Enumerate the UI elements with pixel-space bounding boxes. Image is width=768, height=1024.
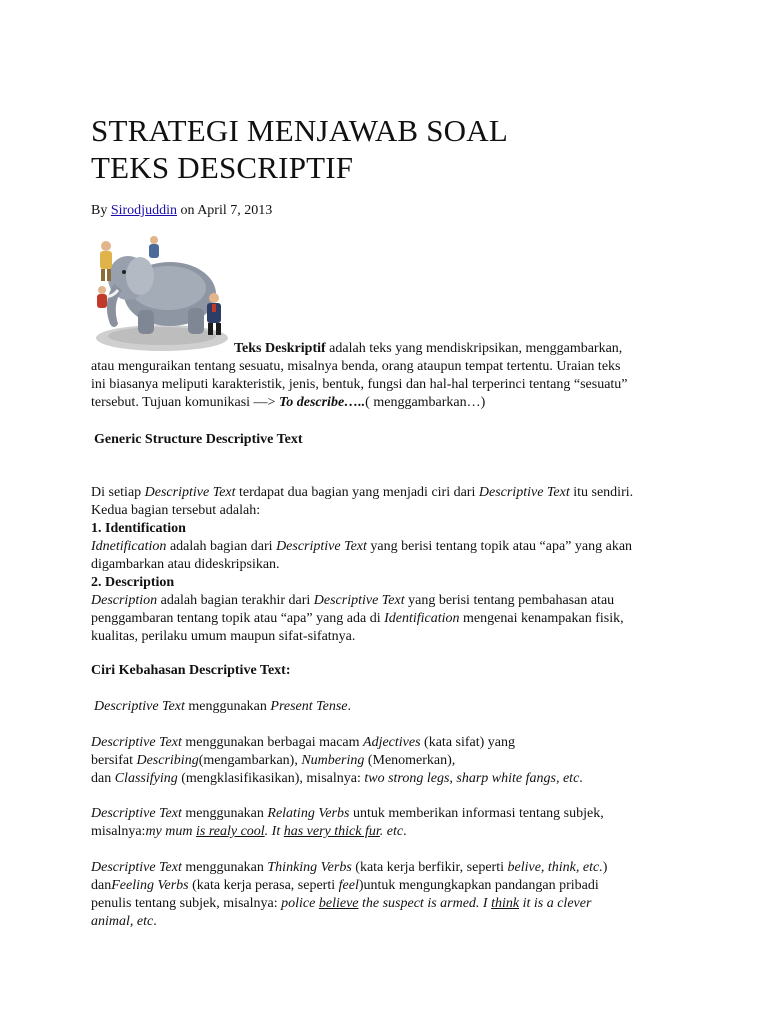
structure-text: penggambaran tentang topik atau “apa” yang ada di [91,611,385,626]
intro-paragraph [91,358,681,412]
intro-term: Teks Deskriptif [234,341,326,356]
structure-text: adalah bagian terakhir dari [157,593,314,608]
ciri-italic: Describing [136,753,199,768]
ciri-text: bersifat [91,753,137,768]
ciri-italic: Descriptive Text [91,806,182,821]
ciri-item-3 [91,805,681,841]
identification-heading: 1. Identification [91,521,186,536]
generic-structure-heading: Generic Structure Descriptive Text [94,432,303,447]
ciri-italic: Adjectives [363,735,421,750]
page-title [91,112,508,186]
ciri-heading: Ciri Kebahasan Descriptive Text: [91,663,291,678]
structure-italic: Identification [384,611,460,626]
structure-italic: Idnetification [91,539,167,554]
ciri-item-4 [91,859,681,931]
ciri-italic: Descriptive Text [91,735,182,750]
structure-text: mengenai kenampakan fisik, [459,611,624,626]
ciri-text: penulis tentang subjek, misalnya: [91,896,282,911]
ciri-italic: . etc [379,824,404,839]
ciri-italic: two strong legs, sharp white fangs, etc [364,771,580,786]
ciri-underline: believe [318,896,359,911]
ciri-text: (kata sifat) yang [420,735,516,750]
structure-text: adalah bagian dari [166,539,277,554]
ciri-text: (mengklasifikasikan), misalnya: [177,771,365,786]
ciri-text: (Menomerkan), [364,753,456,768]
ciri-text: menggunakan [184,699,271,714]
ciri-italic: Descriptive Text [94,699,185,714]
structure-text: terdapat dua bagian yang menjadi ciri dari [235,485,479,500]
ciri-text: menggunakan [181,806,268,821]
ciri-italic: belive, think, etc. [507,860,603,875]
ciri-text: menggunakan [181,860,268,875]
ciri-italic: Feeling Verbs [111,878,189,893]
title-line-2: TEKS DESCRIPTIF [91,150,354,185]
structure-italic: Descriptive Text [478,485,570,500]
ciri-italic: Numbering [301,753,365,768]
intro-line4c: ( menggambarkan…) [365,395,486,410]
ciri-item-1 [94,698,684,716]
ciri-text: . [347,699,352,714]
ciri-underline: has very thick fur [283,824,380,839]
ciri-italic: Classifying [114,771,178,786]
byline-date: on April 7, 2013 [176,203,273,218]
structure-italic: Descriptive Text [276,539,367,554]
ciri-text: (mengambarkan), [198,753,302,768]
ciri-text: )untuk mengungkapkan pandangan pribadi [358,878,599,893]
structure-text: yang berisi tentang pembahasan atau [404,593,615,608]
ciri-text: untuk memberikan informasi tentang subjek, [349,806,604,821]
ciri-italic: . It [264,824,284,839]
ciri-text: dan [91,771,115,786]
ciri-italic: Relating Verbs [267,806,350,821]
structure-text: kualitas, perilaku umum maupun sifat-sifatnya. [91,629,356,644]
intro-first-line [234,340,674,358]
ciri-text: misalnya: [91,824,146,839]
intro-line4a: tersebut. Tujuan komunikasi —> [91,395,279,410]
byline [91,203,272,219]
ciri-text: ) [602,860,608,875]
structure-text: Kedua bagian tersebut adalah: [91,503,261,518]
ciri-italic: Present Tense [270,699,348,714]
ciri-text: (kata kerja perasa, seperti [188,878,339,893]
structure-text: digambarkan atau dideskripsikan. [91,557,280,572]
intro-line3: ini biasanya meliputi karakteristik, jenis, bentuk, fungsi dan hal-hal terperinci tentang “sesuatu” [91,377,628,392]
ciri-underline: think [491,896,520,911]
ciri-underline: is realy cool [195,824,265,839]
ciri-italic: Descriptive Text [91,860,182,875]
structure-italic: Description [91,593,158,608]
title-line-1: STRATEGI MENJAWAB SOAL [91,113,508,148]
ciri-item-2 [91,734,681,788]
ciri-italic: it is a clever [519,896,592,911]
ciri-italic: police [281,896,319,911]
ciri-italic: feel [338,878,359,893]
ciri-text: dan [91,878,112,893]
intro-line2: atau menguraikan tentang sesuatu, misalnya benda, orang ataupun tempat tertentu. Uraian teks [91,359,621,374]
author-link[interactable]: Sirodjuddin [110,203,177,218]
structure-text: itu sendiri. [569,485,634,500]
ciri-italic: the suspect is armed. I [358,896,492,911]
ciri-text: (kata kerja berfikir, seperti [351,860,508,875]
ciri-text: . [153,914,157,929]
structure-text: yang berisi tentang topik atau “apa” yang akan [366,539,633,554]
intro-line1-rest: adalah teks yang mendiskripsikan, menggambarkan, [325,341,623,356]
structure-section [91,484,681,646]
description-heading: 2. Description [91,575,175,590]
elephant-illustration [88,232,236,354]
structure-text: Di setiap [91,485,145,500]
intro-line4b: To describe….. [278,395,366,410]
ciri-text: menggunakan berbagai macam [181,735,364,750]
byline-prefix: By [91,203,111,218]
structure-italic: Descriptive Text [144,485,236,500]
ciri-text: . [403,824,407,839]
structure-italic: Descriptive Text [313,593,405,608]
ciri-text: . [579,771,583,786]
ciri-italic: Thinking Verbs [267,860,352,875]
ciri-italic: animal, etc [91,914,154,929]
ciri-italic: my mum [145,824,196,839]
